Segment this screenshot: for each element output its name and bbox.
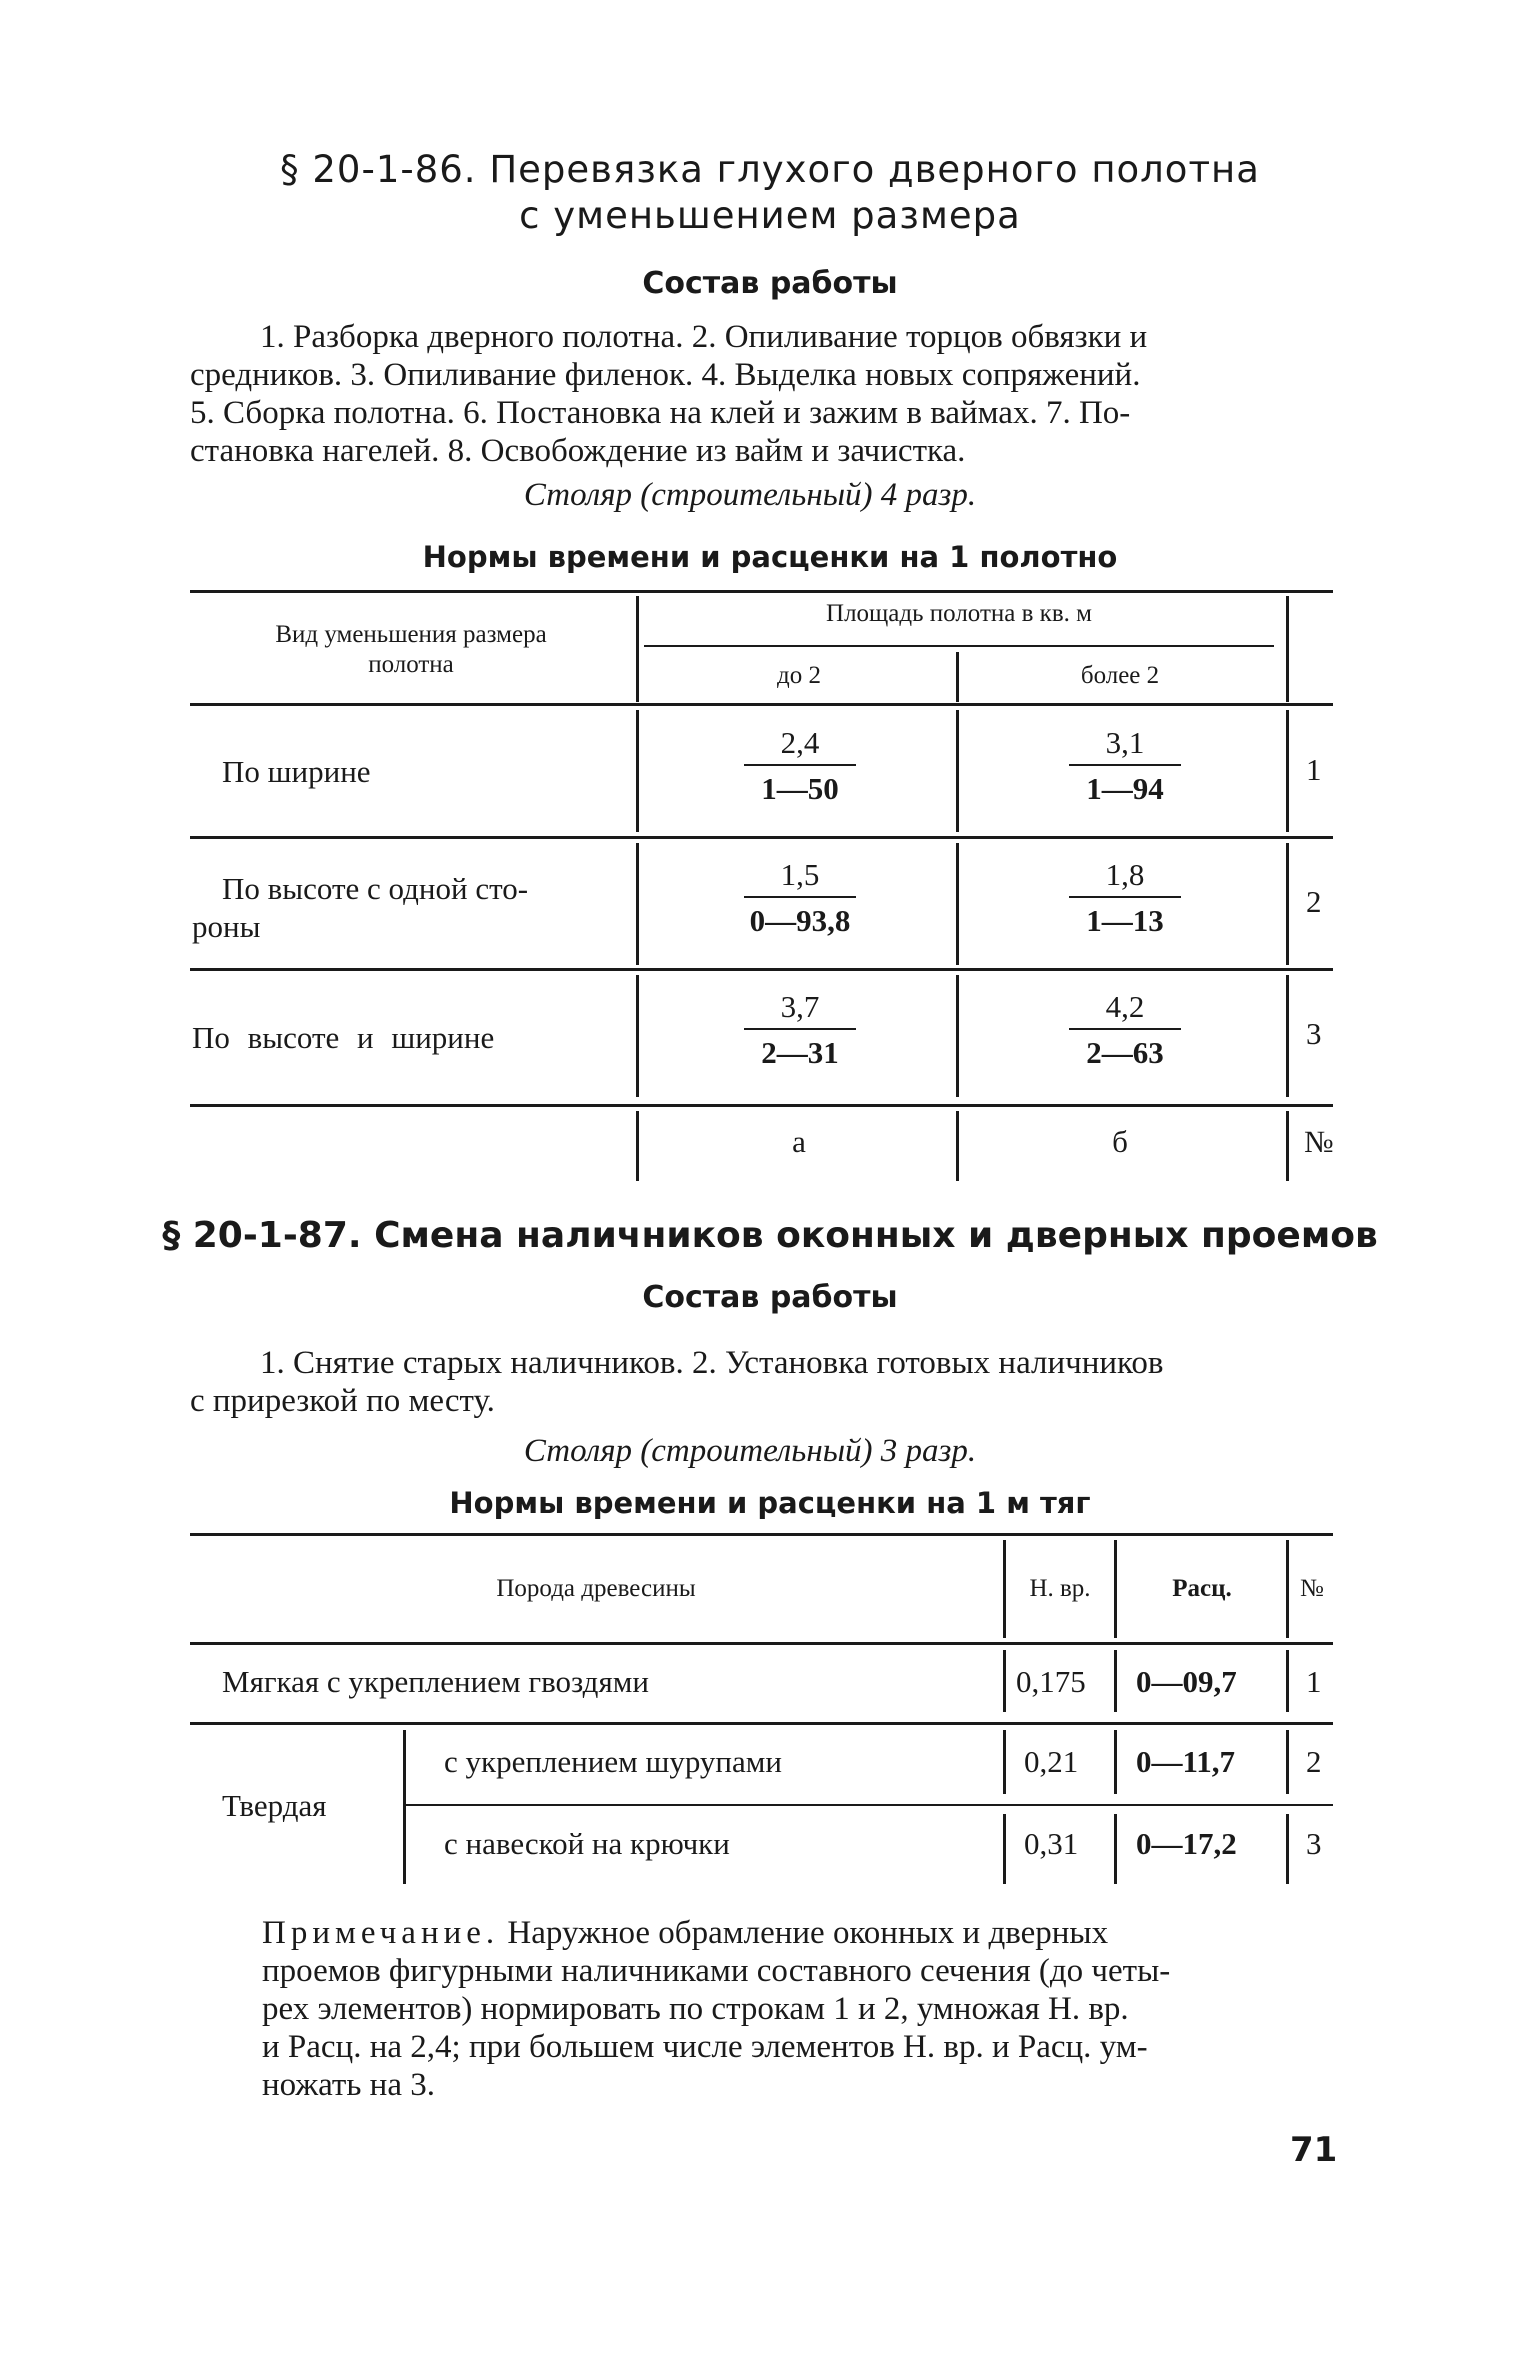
header-species: Порода древесины — [496, 1575, 696, 1602]
note-line: проемов фигурными наличниками составного сечения (до четы- — [262, 1953, 1171, 1989]
row2-number: 2 — [1306, 884, 1322, 919]
t2-row3-rasc: 0—17,2 — [1136, 1826, 1237, 1861]
work-line: 1. Снятие старых наличников. 2. Установка готовых наличников — [260, 1345, 1164, 1381]
t2-row3-label: с навеской на крючки — [444, 1826, 730, 1861]
work-line: средников. 3. Опиливание филенок. 4. Выделка новых сопряжений. — [190, 357, 1141, 393]
section2-table-caption: Нормы времени и расценки на 1 м тяг — [449, 1486, 1091, 1520]
footer-col-num: № — [1304, 1124, 1334, 1159]
note-line: Наружное обрамление оконных и дверных — [499, 1915, 1109, 1951]
row1-value-b: 3,1 1—94 — [1055, 724, 1195, 808]
t2-row1-rasc: 0—09,7 — [1136, 1664, 1237, 1699]
section2-worker: Столяр (строительный) 3 разр. — [523, 1433, 977, 1469]
t2-row1-nvr: 0,175 — [1016, 1664, 1086, 1699]
work-line: 5. Сборка полотна. 6. Постановка на клей и зажим в ваймах. 7. По- — [190, 395, 1131, 431]
row3-value-b: 4,2 2—63 — [1055, 988, 1195, 1072]
row2-value-a: 1,5 0—93,8 — [730, 856, 870, 940]
note — [262, 1914, 1340, 2104]
row1-label: По ширине — [222, 754, 371, 789]
row2-label: По высоте с одной сто- роны — [192, 871, 529, 944]
t2-row2-rasc: 0—11,7 — [1136, 1744, 1236, 1779]
col1-header: Вид уменьшения размера полотна — [275, 621, 547, 678]
note-line: ножать на 3. — [262, 2067, 435, 2103]
t2-group-label: Твердая — [222, 1788, 327, 1823]
section1-title-line1: § 20-1-86. Перевязка глухого дверного полотна — [280, 148, 1260, 191]
note-line: и Расц. на 2,4; при большем числе элементов Н. вр. и Расц. ум- — [262, 2029, 1148, 2065]
row3-value-a: 3,7 2—31 — [730, 988, 870, 1072]
t2-row2-num: 2 — [1306, 1744, 1322, 1779]
work-line: становка нагелей. 8. Освобождение из вайм и зачистка. — [190, 433, 966, 469]
row2-value-b: 1,8 1—13 — [1055, 856, 1195, 940]
sub-header-a: до 2 — [777, 662, 821, 689]
t2-row2-label: с укреплением шурупами — [444, 1744, 782, 1779]
section1-worker: Столяр (строительный) 4 разр. — [523, 477, 977, 513]
work-line: 1. Разборка дверного полотна. 2. Опиливание торцов обвязки и — [260, 319, 1148, 355]
row3-number: 3 — [1306, 1016, 1322, 1051]
section1-table-caption: Нормы времени и расценки на 1 полотно — [422, 540, 1118, 574]
row1-number: 1 — [1306, 752, 1322, 787]
group-header: Площадь полотна в кв. м — [826, 600, 1092, 627]
row3-label: По высоте и ширине — [192, 1020, 495, 1055]
header-nvr: Н. вр. — [1029, 1575, 1091, 1602]
header-num: № — [1300, 1575, 1324, 1602]
page-number: 71 — [1290, 2130, 1338, 2170]
section1-title-line2: с уменьшением размера — [519, 194, 1021, 237]
section1-work-description — [190, 318, 1340, 470]
footer-col-a: а — [792, 1124, 806, 1159]
sub-header-b: более 2 — [1080, 662, 1160, 689]
t2-row1-num: 1 — [1306, 1664, 1322, 1699]
t2-row3-num: 3 — [1306, 1826, 1322, 1861]
work-line: с прирезкой по месту. — [190, 1383, 495, 1419]
header-rasc: Расц. — [1172, 1575, 1232, 1602]
row1-value-a: 2,4 1—50 — [730, 724, 870, 808]
note-line: рех элементов) нормировать по строкам 1 и 2, умножая Н. вр. — [262, 1991, 1129, 2027]
t2-row3-nvr: 0,31 — [1024, 1826, 1079, 1861]
section2-work-description — [190, 1344, 1340, 1420]
t2-row1-label: Мягкая с укреплением гвоздями — [222, 1664, 649, 1699]
section2-title: § 20-1-87. Смена наличников оконных и дверных проемов — [162, 1215, 1378, 1256]
section1-work-heading: Состав работы — [642, 266, 898, 301]
note-title: Примечание. — [262, 1915, 500, 1951]
section2-work-heading: Состав работы — [642, 1280, 898, 1315]
t2-row2-nvr: 0,21 — [1024, 1744, 1079, 1779]
footer-col-b: б — [1112, 1124, 1128, 1159]
